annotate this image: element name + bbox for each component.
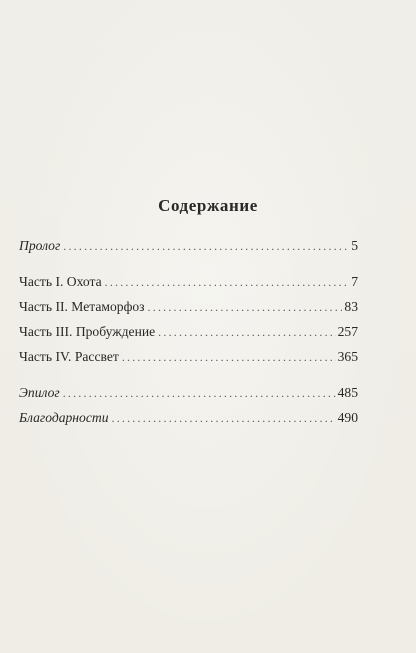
toc-entry-label: Эпилог — [19, 385, 60, 400]
toc-entry-page: 83 — [344, 299, 358, 314]
leader-dots — [158, 323, 335, 341]
toc-entry-label: Часть II. Метаморфоз — [19, 299, 145, 314]
toc-entry-part-1 — [19, 273, 358, 291]
leader-dots — [63, 237, 349, 255]
toc-entry-prologue — [19, 237, 358, 255]
toc-entry-part-3 — [19, 323, 358, 341]
leader-dots — [105, 273, 350, 291]
toc-entry-label: Часть IV. Рассвет — [19, 349, 119, 364]
toc-entry-part-4 — [19, 348, 358, 366]
toc-entry-label: Благодарности — [19, 410, 109, 425]
leader-dots — [122, 348, 336, 366]
toc-entry-label: Пролог — [19, 238, 61, 253]
toc-entry-epilogue — [19, 384, 358, 402]
toc-entry-label: Часть III. Пробуждение — [19, 324, 156, 339]
leader-dots — [63, 384, 336, 402]
toc-entry-acknowledgements — [19, 409, 358, 427]
toc-entry-page: 257 — [337, 324, 358, 339]
toc-entry-page: 5 — [351, 238, 358, 253]
toc-entry-page: 7 — [351, 274, 358, 289]
toc-entry-page: 365 — [337, 349, 358, 364]
page-title: Содержание — [158, 196, 258, 215]
toc-entry-part-2 — [19, 298, 358, 316]
leader-dots — [148, 298, 343, 316]
toc-entry-page: 485 — [337, 385, 358, 400]
leader-dots — [112, 409, 336, 427]
toc-entry-page: 490 — [337, 410, 358, 425]
toc-entry-label: Часть I. Охота — [19, 274, 102, 289]
